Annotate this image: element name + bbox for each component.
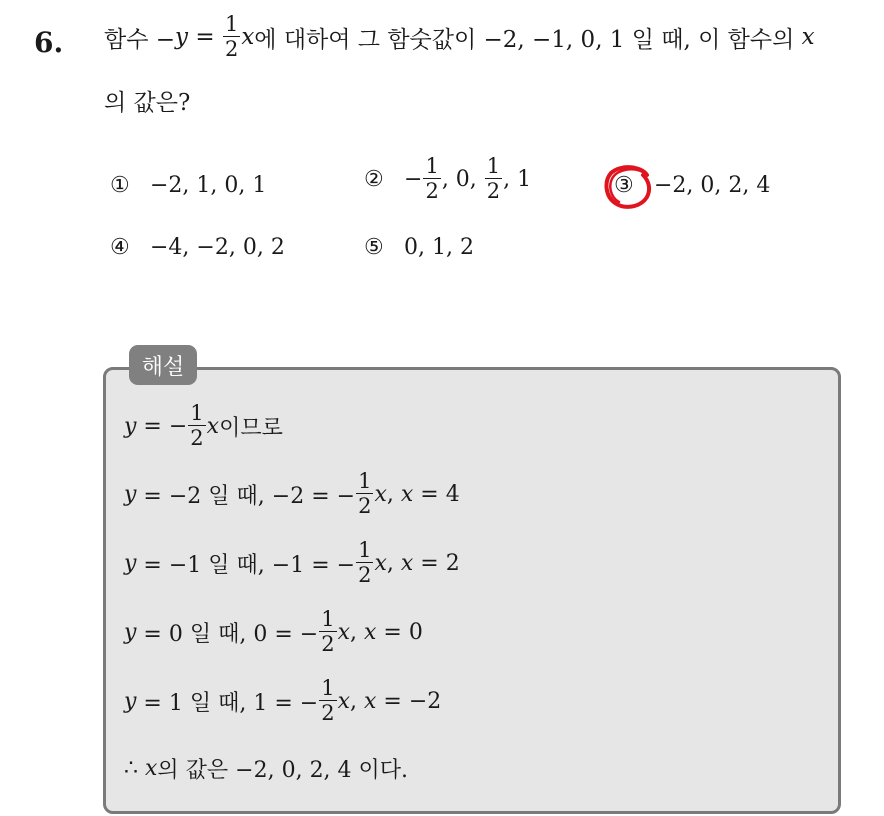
fraction-numerator: 1 [190, 401, 204, 425]
case-tail: = 0 [376, 619, 423, 645]
choice-5-mark: ⑤ [364, 235, 384, 260]
choice-2-mark: ② [364, 166, 384, 192]
choice-4[interactable] [110, 235, 285, 260]
case-var-x: x [363, 619, 377, 645]
question-var-x-end: x [801, 24, 815, 50]
fraction-numerator: 1 [321, 676, 335, 700]
case-var-x: x [337, 688, 350, 714]
conclusion-var-x: x [145, 756, 158, 781]
choice-5-text: 0, 1, 2 [404, 235, 474, 260]
case-mid: , [386, 481, 401, 507]
solution-case-4 [124, 678, 441, 724]
selected-answer-circle-icon [603, 163, 653, 211]
case-mid: , [386, 550, 401, 576]
choice-2-pre: − [404, 166, 423, 192]
choice-2-fraction-1 [423, 156, 440, 202]
question-text [104, 14, 815, 60]
choice-2[interactable] [364, 156, 531, 202]
sol-tail: 이므로 [219, 415, 283, 441]
fraction-denominator: 2 [321, 701, 335, 725]
case-mid: , [349, 688, 364, 714]
solution-conclusion [124, 753, 408, 784]
case-var-y: y [124, 688, 137, 714]
question-var-y: y [175, 24, 189, 50]
question-suffix: 에 대하여 그 함숫값이 −2, −1, 0, 1 일 때, 이 함수의 [254, 26, 802, 53]
case-var-x: x [374, 481, 387, 507]
solution-label: 해설 [129, 345, 197, 385]
solution-case-1 [124, 471, 460, 517]
choice-2-mid: , 0, [441, 166, 484, 192]
question-eq: = [188, 24, 222, 50]
fraction-numerator: 1 [358, 538, 372, 562]
case-head: = 0 일 때, 0 = − [136, 621, 319, 647]
question-var-x: x [241, 24, 255, 50]
fraction-denominator: 2 [358, 563, 372, 587]
case-var-y: y [124, 619, 137, 645]
choice-5[interactable] [364, 235, 474, 260]
case-var-x: x [374, 550, 387, 576]
case-fraction [356, 471, 373, 517]
choice-1-text: −2, 1, 0, 1 [150, 173, 267, 198]
conclusion-tail: 의 값은 −2, 0, 2, 4 이다. [157, 758, 409, 783]
case-var-y: y [124, 481, 137, 507]
choice-2-post: , 1 [503, 166, 532, 192]
fraction-numerator: 1 [224, 12, 239, 36]
case-fraction [319, 609, 336, 655]
case-head: = −2 일 때, −2 = − [136, 483, 356, 509]
sol-var-y: y [124, 413, 137, 439]
fraction-denominator: 2 [190, 426, 204, 450]
solution-case-2 [124, 540, 460, 586]
case-fraction [356, 540, 373, 586]
case-var-x: x [337, 619, 350, 645]
solution-case-3 [124, 609, 423, 655]
question-number: 6. [34, 26, 64, 59]
sol-fraction [188, 403, 205, 449]
choice-2-fraction-2 [485, 156, 502, 202]
choice-3-mark: ③ [614, 173, 634, 198]
choice-1-mark: ① [110, 173, 130, 198]
question-fraction [223, 14, 240, 60]
case-tail: = 4 [413, 481, 460, 507]
case-var-x: x [363, 688, 377, 714]
case-tail: = −2 [376, 688, 442, 714]
fraction-denominator: 2 [486, 179, 501, 203]
case-fraction [319, 678, 336, 724]
fraction-numerator: 1 [425, 154, 439, 178]
question-prefix: 함수 − [104, 26, 176, 53]
fraction-denominator: 2 [321, 632, 335, 656]
case-head: = 1 일 때, 1 = − [136, 690, 319, 716]
fraction-numerator: 1 [321, 607, 335, 631]
choice-1[interactable] [110, 173, 266, 198]
case-mid: , [349, 619, 364, 645]
fraction-numerator: 1 [358, 469, 372, 493]
sol-var-x: x [206, 413, 220, 439]
fraction-denominator: 2 [425, 179, 439, 203]
fraction-numerator: 1 [486, 154, 501, 178]
choice-4-text: −4, −2, 0, 2 [150, 235, 285, 260]
case-var-y: y [124, 550, 137, 576]
fraction-denominator: 2 [358, 494, 372, 518]
choice-4-mark: ④ [110, 235, 130, 260]
fraction-denominator: 2 [224, 37, 239, 61]
sol-eq: = − [136, 413, 188, 439]
solution-line-1 [124, 403, 283, 449]
case-var-x: x [400, 550, 414, 576]
question-line2: 의 값은? [104, 90, 191, 116]
case-tail: = 2 [413, 550, 460, 576]
case-var-x: x [400, 481, 414, 507]
case-head: = −1 일 때, −1 = − [136, 552, 356, 578]
therefore-symbol: ∴ [124, 756, 145, 781]
choice-3-text: −2, 0, 2, 4 [654, 173, 771, 198]
